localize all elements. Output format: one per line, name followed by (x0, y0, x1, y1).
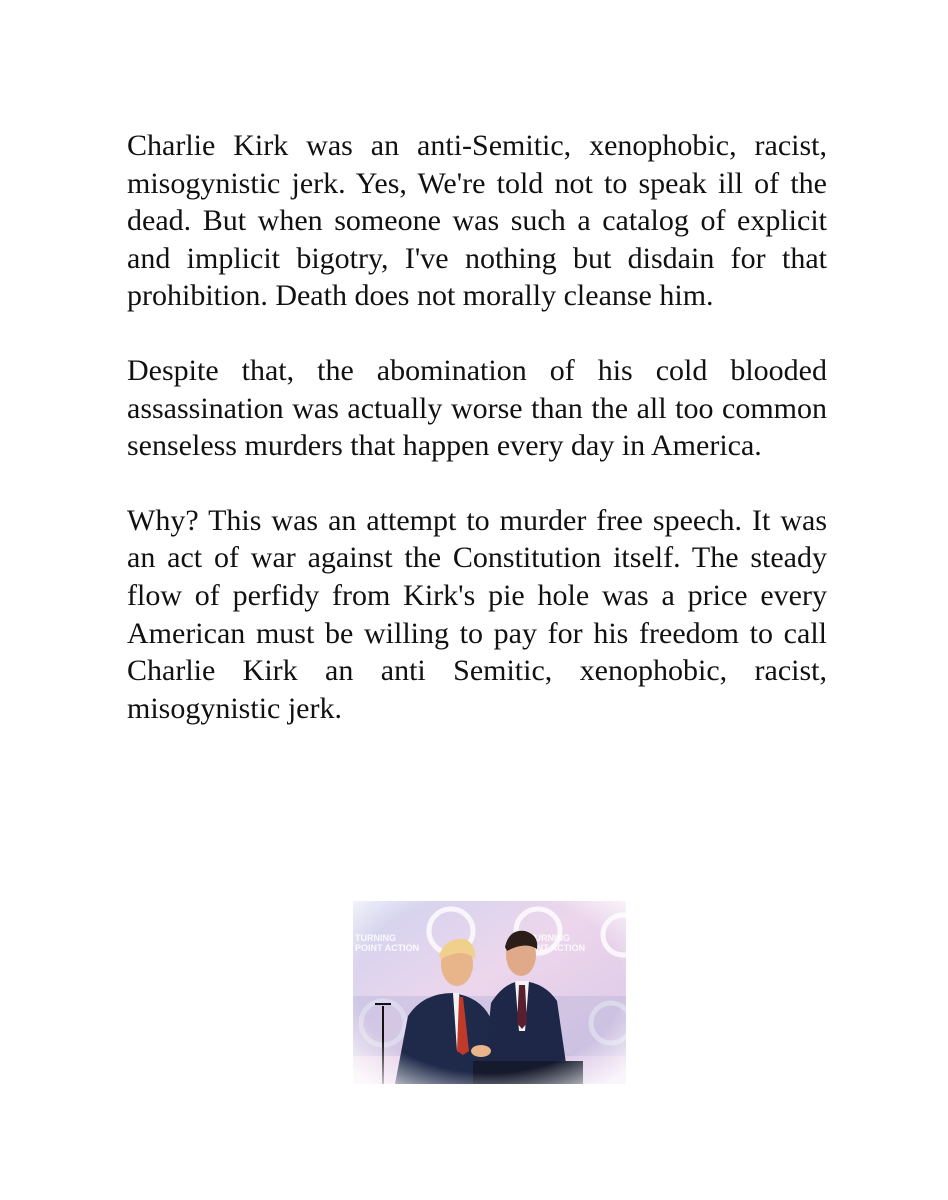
paragraph-2: Despite that, the abomination of his cold blooded assassination was actually worse than the all too common senseless murders that happen every day in America. (127, 353, 827, 463)
paragraph-3: Why? This was an attempt to murder free speech. It was an act of war against the Constitution itself. The steady flow of perfidy from Kirk's pie hole was a price every American must be willing to pay for his freedom to call Charlie Kirk an anti Semitic, xenophobic, racist, misogynistic jerk. (127, 503, 827, 725)
paragraph-1: Charlie Kirk was an anti-Semitic, xenophobic, racist, misogynistic jerk. Yes, We're told not to speak ill of the dead. But when someone was such a catalog of explicit and implicit bigotry, I've nothing but disdain for that prohibition. Death does not morally cleanse him. (127, 129, 827, 313)
event-photo-illustration (353, 901, 626, 1084)
article-body (127, 127, 827, 764)
event-photo (353, 901, 626, 1084)
